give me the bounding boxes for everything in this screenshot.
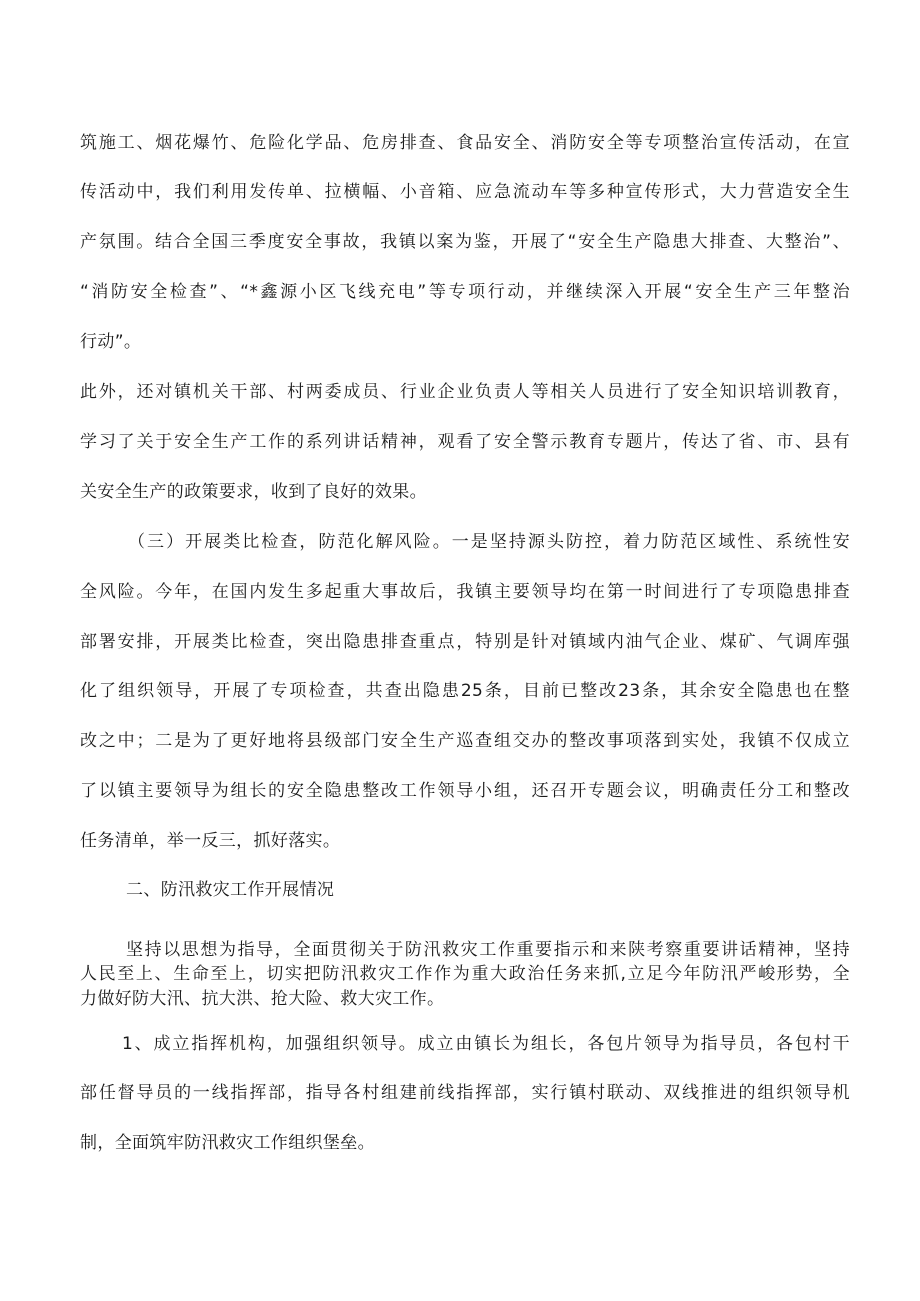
paragraph-line: 筑施工、烟花爆竹、危险化学品、危房排查、食品安全、消防安全等专项整治宣传活动，在宣 <box>80 133 850 153</box>
paragraph-line: 学习了关于安全生产工作的系列讲话精神，观看了安全警示教育专题片，传达了省、市、县有 <box>80 432 850 452</box>
paragraph-line: 任务清单，举一反三，抓好落实。 <box>80 831 341 851</box>
paragraph-line: 1、成立指挥机构，加强组织领导。成立由镇长为组长，各包片领导为指导员，各包村干 <box>122 1034 850 1054</box>
section-heading: 二、防汛救灾工作开展情况 <box>126 880 335 900</box>
paragraph-line: 全风险。今年，在国内发生多起重大事故后，我镇主要领导均在第一时间进行了专项隐患排查 <box>80 582 850 602</box>
paragraph-line: “消防安全检查”、“*鑫源小区飞线充电”等专项行动，并继续深入开展“安全生产三年整治 <box>80 282 850 302</box>
paragraph-line: 人民至上、生命至上，切实把防汛救灾工作作为重大政治任务来抓,立足今年防汛严峻形势，全 <box>80 964 850 984</box>
paragraph-line: 传活动中，我们利用发传单、拉横幅、小音箱、应急流动车等多种宣传形式，大力营造安全生 <box>80 182 850 202</box>
paragraph-line: 改之中；二是为了更好地将县级部门安全生产巡查组交办的整改事项落到实处，我镇不仅成立 <box>80 731 850 751</box>
paragraph-line: 了以镇主要领导为组长的安全隐患整改工作领导小组，还召开专题会议，明确责任分工和整改 <box>80 781 850 801</box>
paragraph-line: 关安全生产的政策要求，收到了良好的效果。 <box>80 482 427 502</box>
paragraph-line: 坚持以思想为指导，全面贯彻关于防汛救灾工作重要指示和来陕考察重要讲话精神，坚持 <box>126 940 850 960</box>
paragraph-line: 此外，还对镇机关干部、村两委成员、行业企业负责人等相关人员进行了安全知识培训教育， <box>80 382 850 402</box>
paragraph-line: 制，全面筑牢防汛救灾工作组织堡垒。 <box>80 1133 375 1153</box>
paragraph-line: 部任督导员的一线指挥部，指导各村组建前线指挥部，实行镇村联动、双线推进的组织领导机 <box>80 1083 850 1103</box>
paragraph-line: 行动”。 <box>80 332 142 352</box>
paragraph-line: 产氛围。结合全国三季度安全事故，我镇以案为鉴，开展了“安全生产隐患大排查、大整治”、 <box>80 232 850 252</box>
paragraph-line: 部署安排，开展类比检查，突出隐患排查重点，特别是针对镇域内油气企业、煤矿、气调库强 <box>80 632 850 652</box>
paragraph-line: （三）开展类比检查，防范化解风险。一是坚持源头防控，着力防范区域性、系统性安 <box>128 532 850 552</box>
paragraph-line: 力做好防大汛、抗大洪、抢大险、救大灾工作。 <box>80 989 445 1009</box>
paragraph-line: 化了组织领导，开展了专项检查，共查出隐患25条，目前已整改23条，其余安全隐患也在整 <box>80 681 850 701</box>
